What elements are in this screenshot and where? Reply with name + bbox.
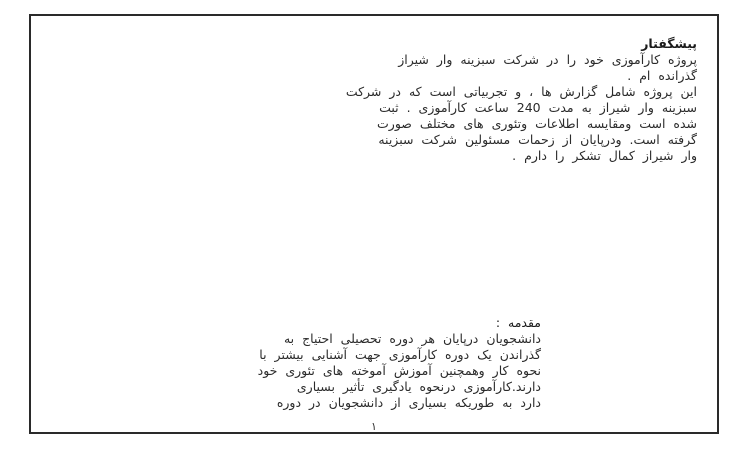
preface-line: شده است ومقایسه اطلاعات وتئوری های مختلف صورت (377, 116, 697, 131)
introduction-line: دارند.کارآموزی درنحوه یادگیری تأثیر بسیاری (296, 379, 541, 394)
preface-line: گذرانده ام . (627, 68, 697, 83)
document-page (29, 14, 719, 434)
introduction-line: نحوه کار وهمچنین آموزش آموخته های تئوری خود (257, 363, 541, 378)
preface-section (47, 36, 697, 164)
introduction-line: دارد به طوریکه بسیاری از دانشجویان در دوره (276, 395, 541, 410)
preface-line: این پروژه شامل گزارش ها ، و تجربیاتی است که در شرکت (345, 84, 697, 99)
preface-line: وار شیراز کمال تشکر را دارم . (512, 148, 697, 163)
preface-line: گرفته است. ودرپایان از زحمات مسئولین شرکت سبزینه (378, 132, 697, 147)
preface-line: سبزینه وار شیراز به مدت 240 ساعت کارآموزی . ثبت (379, 100, 697, 115)
preface-line: پروژه کارآموزی خود را در شرکت سبزینه وار شیراز (398, 52, 697, 67)
introduction-heading: مقدمه : (495, 315, 541, 330)
introduction-section (41, 315, 541, 411)
preface-heading: پیشگفتار (641, 36, 697, 51)
introduction-line: دانشجویان درپایان هر دوره تحصیلی احتیاج به (283, 331, 541, 346)
page-number: ۱ (371, 420, 377, 433)
introduction-line: گذراندن یک دوره کارآموزی جهت آشنایی بیشتر با (259, 347, 541, 362)
